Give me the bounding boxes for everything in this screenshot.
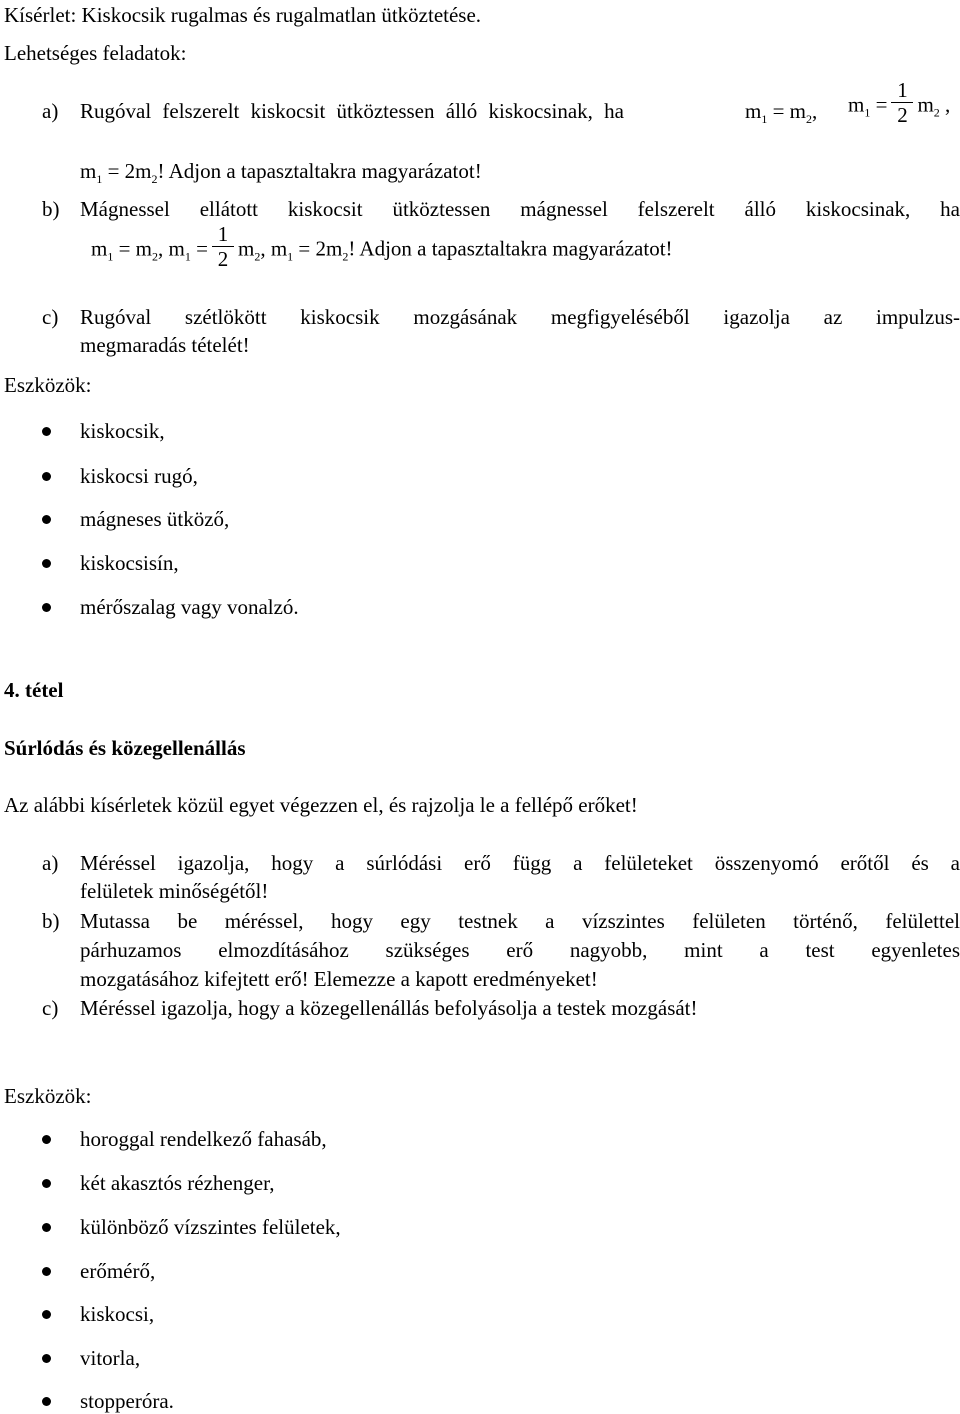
s2-task-b-line1: Mutassa be méréssel, hogy egy testnek a vízszintes felületen történő, felülettel	[80, 909, 960, 933]
tool-item: stopperóra.	[80, 1389, 174, 1413]
task-b-tail: ! Adjon a tapasztaltakra magyarázatot!	[348, 236, 673, 261]
tools-label-2: Eszközök:	[4, 1084, 92, 1108]
s2-task-b-line3: mozgatásához kifejtett erő! Elemezze a kapott eredményeket!	[80, 967, 598, 991]
bullet-icon	[42, 427, 51, 436]
task-a-label: a)	[42, 99, 59, 123]
tool-item: kiskocsik,	[80, 419, 165, 443]
bullet-icon	[42, 1310, 51, 1319]
bullet-icon	[42, 1267, 51, 1276]
s2-task-b-label: b)	[42, 909, 60, 933]
s2-task-a-label: a)	[42, 851, 59, 875]
tool-item: mágneses ütköző,	[80, 507, 230, 531]
s2-task-c-label: c)	[42, 996, 59, 1020]
tool-item: kiskocsisín,	[80, 551, 179, 575]
bullet-icon	[42, 1397, 51, 1406]
task-b-conditions: $m_1 = m_2$, $m_1$ = $\frac{1}{2}$ $m_2$, $m_1 = 2m_2$! Adjon a tapasztaltakra magyarázatot!	[91, 222, 673, 271]
s2-task-c-text: Méréssel igazolja, hogy a közegellenállás befolyásolja a testek mozgását!	[80, 996, 698, 1020]
section-intro: Az alábbi kísérletek közül egyet végezzen el, és rajzolja le a fellépő erőket!	[4, 793, 638, 817]
s2-task-b-line2: párhuzamos elmozdításához szükséges erő nagyobb, mint a test egyenletes	[80, 938, 960, 962]
task-a-condition-half: $m_1$ = $\frac{1}{2}$ $m_2$ ,	[848, 78, 951, 127]
tool-item: mérőszalag vagy vonalzó.	[80, 595, 299, 619]
tools-label: Eszközök:	[4, 373, 92, 397]
task-a-text: Rugóval felszerelt kiskocsit ütköztessen álló kiskocsinak, ha	[80, 99, 624, 123]
task-c-line2: megmaradás tételét!	[80, 333, 250, 357]
tool-item: kiskocsi,	[80, 1302, 155, 1326]
tasks-label: Lehetséges feladatok:	[4, 41, 187, 65]
task-b-text: Mágnessel ellátott kiskocsit ütköztessen mágnessel felszerelt álló kiskocsinak, ha	[80, 197, 960, 221]
s2-task-a-line2: felületek minőségétől!	[80, 879, 269, 903]
experiment-title: Kísérlet: Kiskocsik rugalmas és rugalmatlan ütköztetése.	[4, 3, 482, 27]
tool-item: kiskocsi rugó,	[80, 464, 198, 488]
tool-item: vitorla,	[80, 1346, 141, 1370]
bullet-icon	[42, 1179, 51, 1188]
bullet-icon	[42, 603, 51, 612]
task-c-label: c)	[42, 305, 59, 329]
tool-item: két akasztós rézhenger,	[80, 1171, 275, 1195]
bullet-icon	[42, 472, 51, 481]
bullet-icon	[42, 1135, 51, 1144]
task-b-label: b)	[42, 197, 60, 221]
section-title: Súrlódás és közegellenállás	[4, 736, 246, 760]
s2-task-a-line1: Méréssel igazolja, hogy a súrlódási erő függ a felületeket összenyomó erőtől és a	[80, 851, 960, 875]
task-a-condition-double: $m_1 = 2m_2$! Adjon a tapasztaltakra magyarázatot!	[80, 159, 482, 186]
bullet-icon	[42, 515, 51, 524]
tool-item: horoggal rendelkező fahasáb,	[80, 1127, 327, 1151]
task-a-condition-equal: $m_1 = m_2$,	[745, 99, 818, 126]
task-c-line1: Rugóval szétlökött kiskocsik mozgásának megfigyeléséből igazolja az impulzus-	[80, 305, 960, 329]
task-a-tail: ! Adjon a tapasztaltakra magyarázatot!	[157, 159, 482, 183]
section-number: 4. tétel	[4, 678, 64, 702]
bullet-icon	[42, 1223, 51, 1232]
bullet-icon	[42, 1354, 51, 1363]
tool-item: erőmérő,	[80, 1259, 156, 1283]
bullet-icon	[42, 559, 51, 568]
tool-item: különböző vízszintes felületek,	[80, 1215, 341, 1239]
